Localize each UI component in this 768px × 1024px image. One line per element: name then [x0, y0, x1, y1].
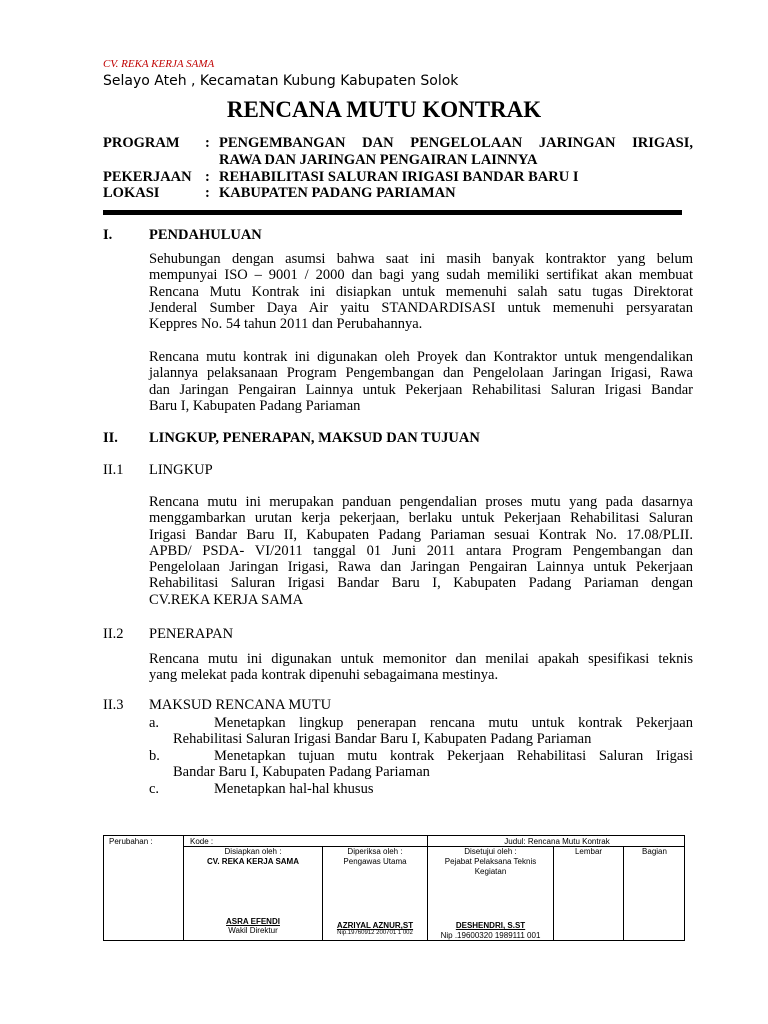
- company-name: CV. REKA KERJA SAMA: [103, 58, 215, 70]
- program-label: PROGRAM: [103, 135, 180, 151]
- paragraph-line: Pengelolaan Jaringan Irigasi, Rawa dan Jaringan Pengairan Lainnya untuk Pekerjaan: [149, 559, 693, 576]
- paragraph-line: Keppres No. 54 tahun 2011 dan Perubahannya.: [149, 316, 423, 333]
- list-item-line: Menetapkan tujuan mutu kontrak Pekerjaan Rehabilitasi Saluran Irigasi: [214, 748, 693, 764]
- lokasi-value: KABUPATEN PADANG PARIAMAN: [219, 185, 456, 201]
- paragraph-line: Rencana mutu kontrak ini digunakan oleh Proyek dan Kontraktor untuk mengendalikan: [149, 349, 693, 365]
- paragraph-line: jalannya pelaksanaan Program Pengembangan dan Pengelolaan Jaringan Irigasi, Rawa: [149, 365, 693, 382]
- program-value-line2: RAWA DAN JARINGAN PENGAIRAN LAINNYA: [219, 152, 538, 168]
- paragraph-line: Rencana Mutu Kontrak ini disiapkan untuk memenuhi salah satu tugas Direktorat: [149, 283, 693, 300]
- disiapkan-company: CV. REKA KERJA SAMA: [206, 857, 299, 866]
- bagian-label: Bagian: [642, 847, 667, 856]
- section-2-2-title: PENERAPAN: [149, 626, 234, 642]
- disiapkan-label: Disiapkan oleh :: [224, 847, 282, 856]
- pekerjaan-colon: :: [205, 169, 210, 185]
- section-2-title: LINGKUP, PENERAPAN, MAKSUD DAN TUJUAN: [149, 430, 480, 446]
- paragraph-line: menggambarkan urutan kerja pekerjaan, berlaku untuk Pekerjaan Rehabilitasi Saluran: [149, 510, 693, 527]
- signer-3-name: DESHENDRI, S.ST: [455, 921, 526, 930]
- diperiksa-label: Diperiksa oleh :: [347, 847, 403, 856]
- program-value-line1: PENGEMBANGAN DAN PENGELOLAAN JARINGAN IRIGASI,: [219, 135, 693, 151]
- lembar-label: Lembar: [574, 847, 603, 856]
- paragraph-line: Baru I, Kabupaten Padang Pariaman: [149, 397, 361, 414]
- diperiksa-role: Pengawas Utama: [343, 857, 407, 866]
- section-2-1-number: II.1: [103, 462, 124, 478]
- paragraph-line: Sehubungan dengan asumsi bahwa saat ini masih banyak kontraktor yang belum: [149, 251, 693, 267]
- section-1-paragraph-1: [149, 251, 693, 332]
- kode-label: Kode :: [190, 837, 214, 846]
- list-item-line: Menetapkan hal-hal khusus: [214, 781, 374, 797]
- paragraph-line: mempunyai ISO – 9001 / 2000 dan bagi yang sudah memiliki sertifikat akan membuat: [149, 267, 693, 284]
- list-item-a: [173, 715, 693, 748]
- list-item-c: [173, 781, 693, 797]
- approval-table: [103, 835, 685, 941]
- paragraph-line: Irigasi Bandar Baru II, Kabupaten Padang Pariaman sesuai Kontrak No. 17.08/PLII.: [149, 526, 693, 543]
- paragraph-line: APBD/ PSDA- VI/2011 tanggal 01 Juni 2011 antara Program Pengembangan dan: [149, 542, 693, 559]
- list-item-line: Rehabilitasi Saluran Irigasi Bandar Baru I, Kabupaten Padang Pariaman: [173, 731, 592, 748]
- section-2-2-number: II.2: [103, 626, 124, 642]
- paragraph-line: CV.REKA KERJA SAMA: [149, 591, 304, 608]
- lokasi-colon: :: [205, 185, 210, 201]
- list-item-a-letter: a.: [149, 715, 160, 731]
- paragraph-line: yang melekat pada kontrak dipenuhi sebagaimana mestinya.: [149, 667, 499, 684]
- program-colon: :: [205, 135, 210, 151]
- section-1-paragraph-2: [149, 349, 693, 414]
- disetujui-role-line1: Pejabat Pelaksana Teknis: [444, 857, 537, 866]
- section-2-1-title: LINGKUP: [149, 462, 213, 478]
- disetujui-label: Disetujui oleh :: [464, 847, 517, 856]
- section-2-number: II.: [103, 430, 118, 446]
- paragraph-line: Rehabilitasi Saluran Irigasi Bandar Baru I, Kabupaten Padang Pariaman dengan: [149, 575, 693, 592]
- section-2-3-number: II.3: [103, 697, 124, 713]
- header-divider: [103, 210, 682, 215]
- disetujui-role-line2: Kegiatan: [474, 867, 507, 876]
- list-item-line: Bandar Baru I, Kabupaten Padang Pariaman: [173, 764, 430, 781]
- paragraph-line: Rencana mutu ini merupakan panduan pengendalian proses mutu yang pada dasarnya: [149, 494, 693, 510]
- pekerjaan-label: PEKERJAAN: [103, 169, 192, 185]
- judul-label: Judul: Rencana Mutu Kontrak: [504, 837, 610, 846]
- section-1-title: PENDAHULUAN: [149, 227, 262, 243]
- list-item-b: [173, 748, 693, 781]
- signer-1-name: ASRA EFENDI: [226, 917, 280, 926]
- signer-2-name: AZRIYAL AZNUR,ST: [336, 921, 414, 930]
- list-item-line: Menetapkan lingkup penerapan rencana mutu untuk kontrak Pekerjaan: [214, 715, 693, 731]
- table-divider: [553, 846, 554, 940]
- paragraph-line: Jenderal Sumber Daya Air yaitu STANDARDISASI untuk memenuhi persyaratan: [149, 299, 693, 316]
- table-divider: [623, 846, 624, 940]
- paragraph-line: Rencana mutu ini digunakan untuk memonitor dan menilai apakah spesifikasi teknis: [149, 651, 693, 667]
- signer-3-nip: Nip .19600320 1989111 001: [440, 931, 541, 940]
- pekerjaan-value: REHABILITASI SALURAN IRIGASI BANDAR BARU I: [219, 169, 579, 185]
- section-2-2-paragraph: [149, 651, 693, 684]
- lokasi-label: LOKASI: [103, 185, 160, 201]
- document-title: RENCANA MUTU KONTRAK: [226, 97, 542, 122]
- list-item-b-letter: b.: [149, 748, 160, 764]
- section-1-number: I.: [103, 227, 113, 243]
- signer-2-nip: Nip.19760912 200701 1 002: [337, 930, 413, 936]
- perubahan-label: Perubahan :: [109, 837, 153, 846]
- section-2-1-paragraph: [149, 494, 693, 608]
- paragraph-line: dan Jaringan Pengairan Lainnya untuk Pekerjaan Rehabilitasi Saluran Irigasi Bandar: [149, 381, 693, 398]
- signer-1-title: Wakil Direktur: [228, 926, 278, 935]
- company-address: Selayo Ateh , Kecamatan Kubung Kabupaten Solok: [103, 73, 459, 89]
- list-item-c-letter: c.: [149, 781, 160, 797]
- section-2-3-title: MAKSUD RENCANA MUTU: [149, 697, 332, 713]
